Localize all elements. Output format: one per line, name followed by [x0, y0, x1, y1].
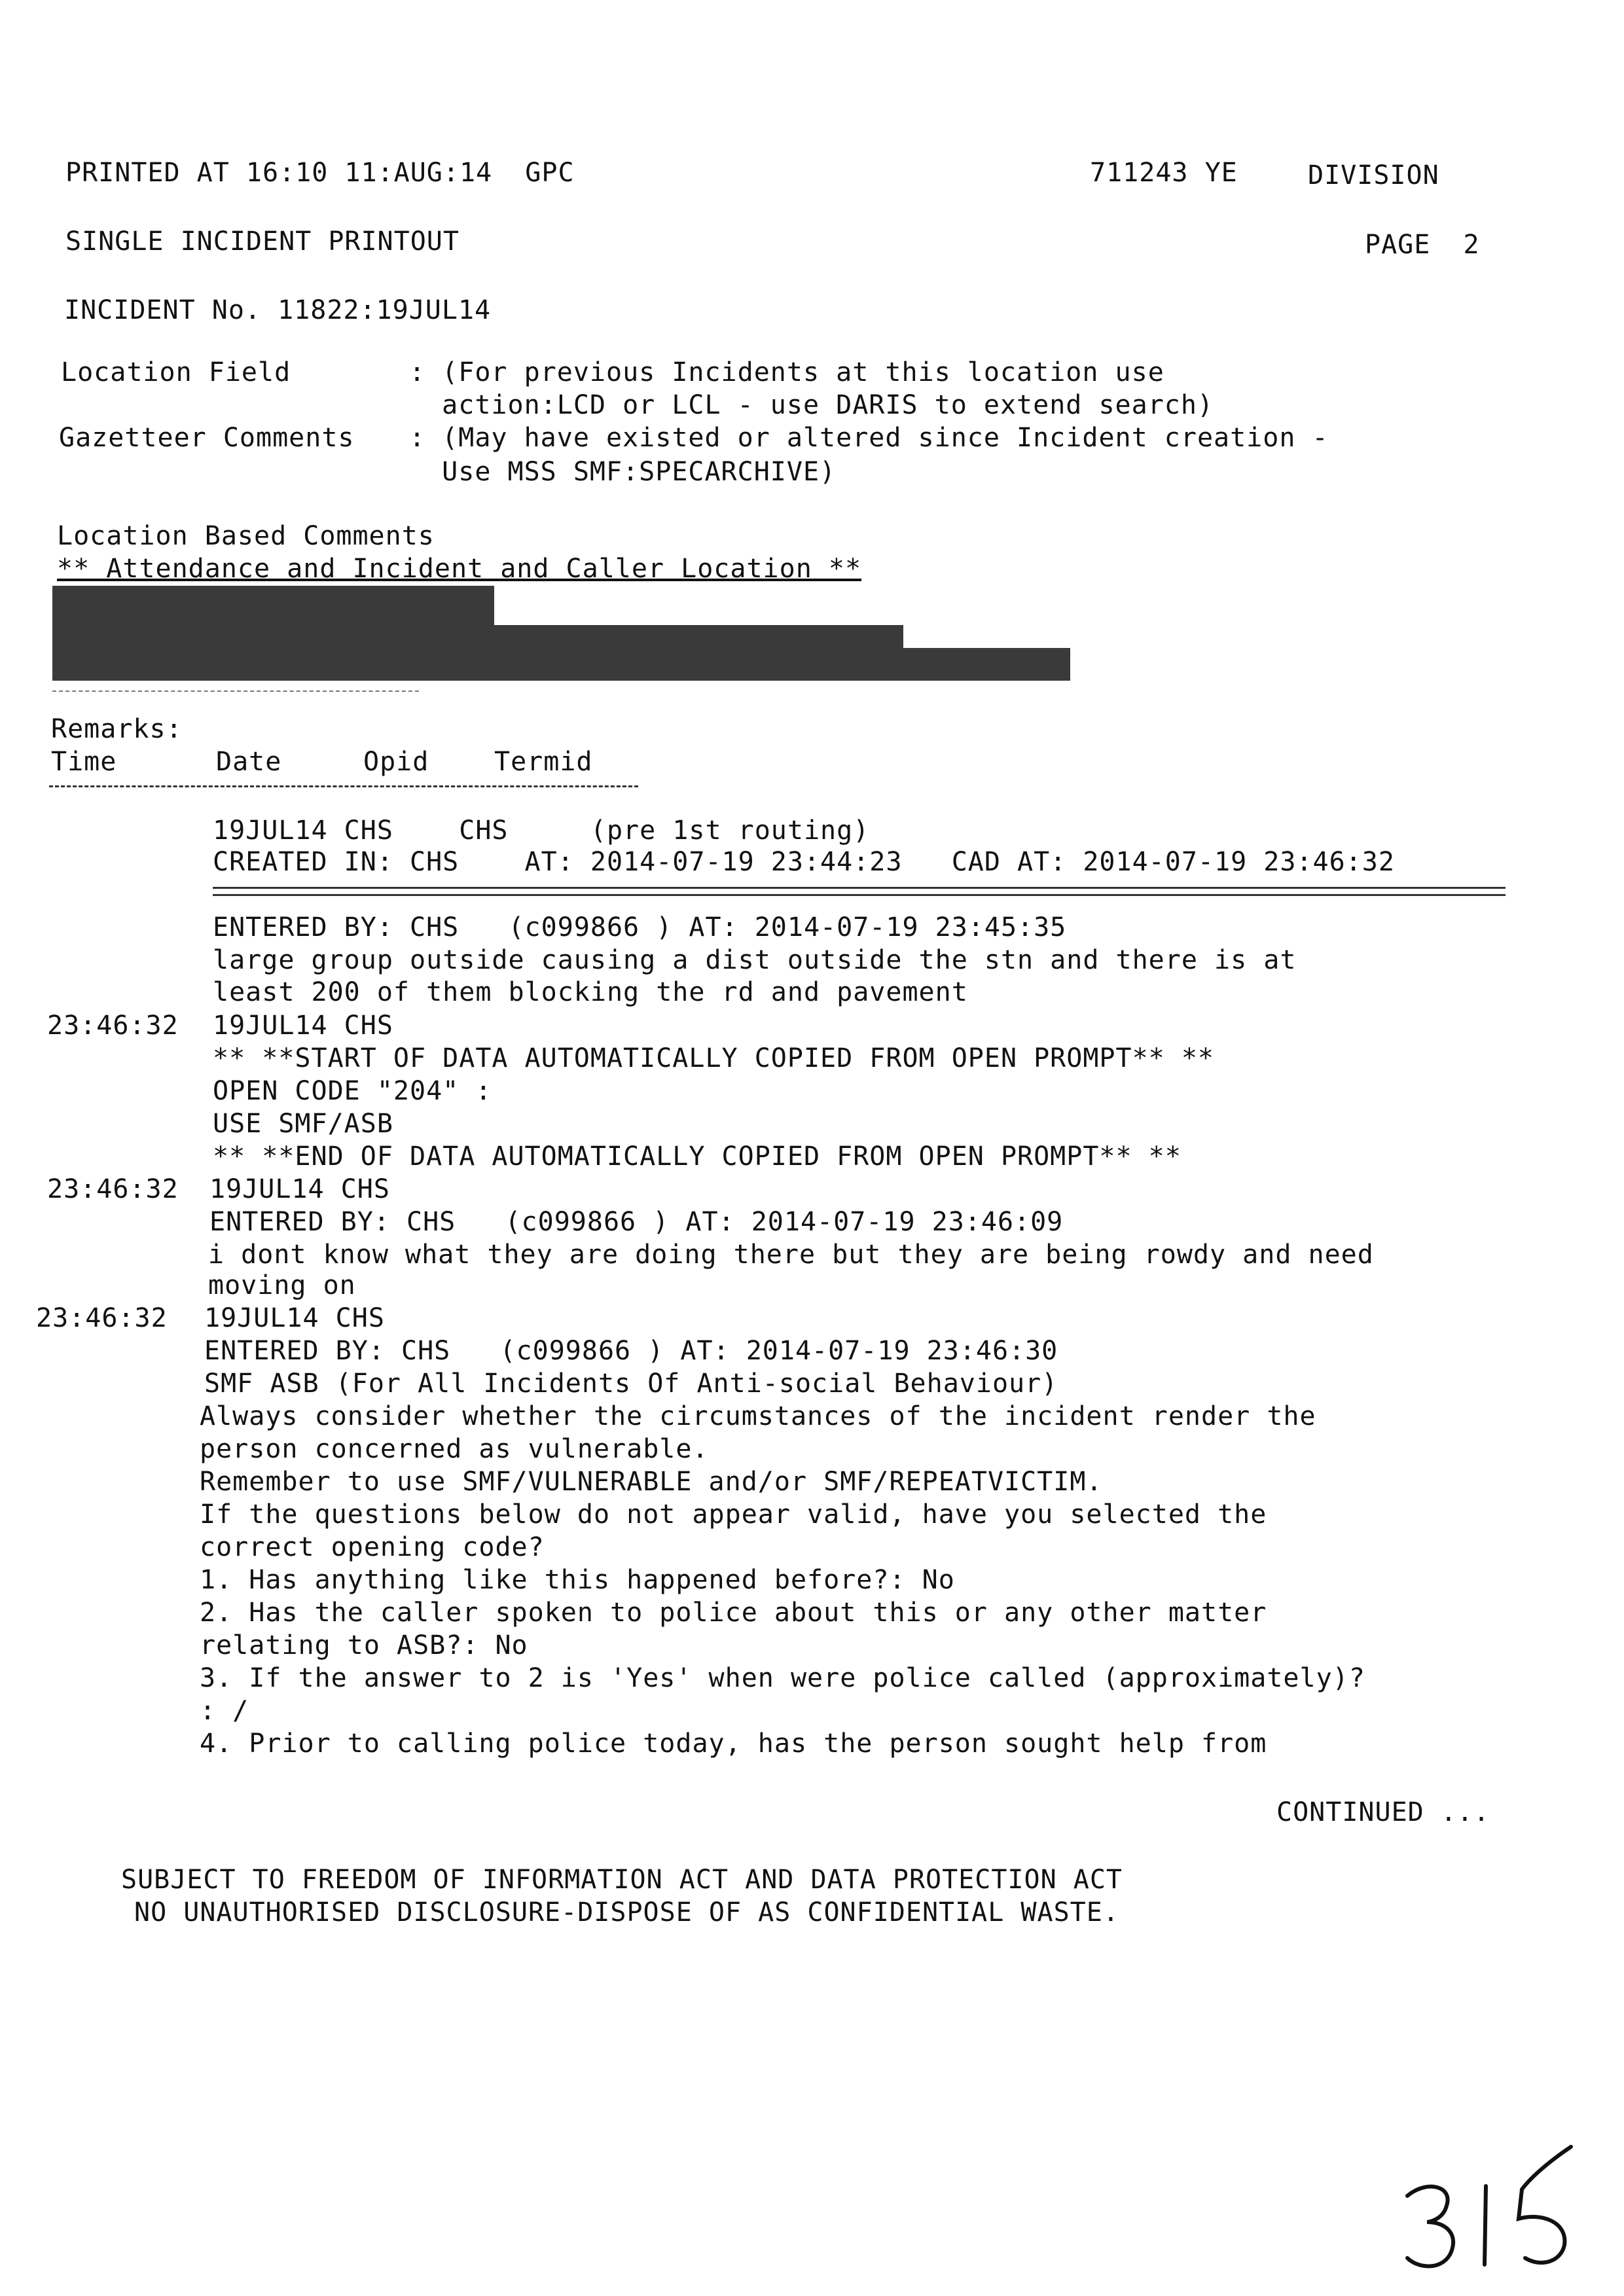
- redaction-trail: [52, 691, 419, 692]
- remark-line: relating to ASB?: No: [200, 1630, 528, 1660]
- gazetteer-comments-text-1: : (May have existed or altered since Incident creation -: [409, 423, 1329, 453]
- column-time: Time: [51, 747, 117, 777]
- section-divider: [213, 887, 1506, 896]
- footer-line-1: SUBJECT TO FREEDOM OF INFORMATION ACT AND DATA PROTECTION ACT: [121, 1865, 1123, 1895]
- remark-line: ENTERED BY: CHS (c099866 ) AT: 2014-07-19 23:46:30: [204, 1336, 1058, 1366]
- reference-number: 711243 YE: [1090, 158, 1238, 188]
- remark-line: large group outside causing a dist outside the stn and there is at: [213, 945, 1297, 975]
- location-field-label: Location Field: [61, 357, 291, 387]
- remark-time: 23:46:32: [47, 1174, 179, 1204]
- remark-line: Always consider whether the circumstances of the incident render the: [200, 1401, 1316, 1431]
- handwritten-page-number: [1394, 2140, 1604, 2284]
- remark-line: i dont know what they are doing there but they are being rowdy and need: [208, 1240, 1374, 1270]
- remark-line: least 200 of them blocking the rd and pavement: [213, 977, 968, 1007]
- remark-line: moving on: [208, 1270, 356, 1300]
- remark-line: 19JUL14 CHS CHS (pre 1st routing): [213, 816, 870, 846]
- location-comments-subheading: ** Attendance and Incident and Caller Location **: [57, 554, 862, 584]
- remark-line: USE SMF/ASB: [213, 1109, 393, 1139]
- remark-line: 19JUL14 CHS: [209, 1174, 390, 1204]
- remark-line: : /: [200, 1696, 249, 1726]
- remark-line: ENTERED BY: CHS (c099866 ) AT: 2014-07-19 23:46:09: [209, 1207, 1064, 1237]
- remark-line: 19JUL14 CHS: [204, 1303, 385, 1333]
- page-indicator: PAGE 2: [1365, 230, 1480, 260]
- column-termid: Termid: [494, 747, 593, 777]
- remark-line: ** **START OF DATA AUTOMATICALLY COPIED FROM OPEN PROMPT** **: [213, 1043, 1215, 1073]
- remark-line: ENTERED BY: CHS (c099866 ) AT: 2014-07-19 23:45:35: [213, 912, 1067, 942]
- location-field-text-2: action:LCD or LCL - use DARIS to extend search): [409, 390, 1214, 420]
- remark-line: ** **END OF DATA AUTOMATICALLY COPIED FROM OPEN PROMPT** **: [213, 1141, 1182, 1172]
- remark-line: SMF ASB (For All Incidents Of Anti-social Behaviour): [204, 1369, 1058, 1399]
- footer-line-2: NO UNAUTHORISED DISCLOSURE-DISPOSE OF AS CONFIDENTIAL WASTE.: [134, 1897, 1119, 1928]
- remark-line: OPEN CODE "204" :: [213, 1076, 492, 1106]
- remark-line: person concerned as vulnerable.: [200, 1434, 709, 1464]
- division-label: DIVISION: [1308, 160, 1439, 190]
- remark-line: Remember to use SMF/VULNERABLE and/or SMF/REPEATVICTIM.: [200, 1467, 1103, 1497]
- document-title: SINGLE INCIDENT PRINTOUT: [65, 226, 460, 257]
- remark-time: 23:46:32: [36, 1303, 168, 1333]
- remark-line: CREATED IN: CHS AT: 2014-07-19 23:44:23 CAD AT: 2014-07-19 23:46:32: [213, 847, 1395, 877]
- column-underline: [49, 785, 638, 787]
- gazetteer-comments-text-2: Use MSS SMF:SPECARCHIVE): [409, 457, 837, 487]
- remark-line: 1. Has anything like this happened before?: No: [200, 1565, 955, 1595]
- remark-line: correct opening code?: [200, 1532, 545, 1562]
- column-date: Date: [216, 747, 282, 777]
- remark-line: 2. Has the caller spoken to police about this or any other matter: [200, 1598, 1267, 1628]
- location-comments-heading: Location Based Comments: [57, 521, 435, 551]
- remark-line: If the questions below do not appear valid, have you selected the: [200, 1499, 1267, 1530]
- remarks-heading: Remarks:: [51, 714, 183, 744]
- location-field-text-1: : (For previous Incidents at this location use: [409, 357, 1164, 387]
- remark-line: 19JUL14 CHS: [213, 1011, 393, 1041]
- column-opid: Opid: [363, 747, 429, 777]
- remark-line: 4. Prior to calling police today, has the person sought help from: [200, 1729, 1267, 1759]
- continued-indicator: CONTINUED ...: [1276, 1797, 1490, 1827]
- incident-number: INCIDENT No. 11822:19JUL14: [64, 295, 492, 325]
- remark-time: 23:46:32: [47, 1011, 179, 1041]
- printed-at: PRINTED AT 16:10 11:AUG:14 GPC: [65, 158, 575, 188]
- remark-line: 3. If the answer to 2 is 'Yes' when were police called (approximately)?: [200, 1663, 1365, 1693]
- gazetteer-comments-label: Gazetteer Comments: [59, 423, 355, 453]
